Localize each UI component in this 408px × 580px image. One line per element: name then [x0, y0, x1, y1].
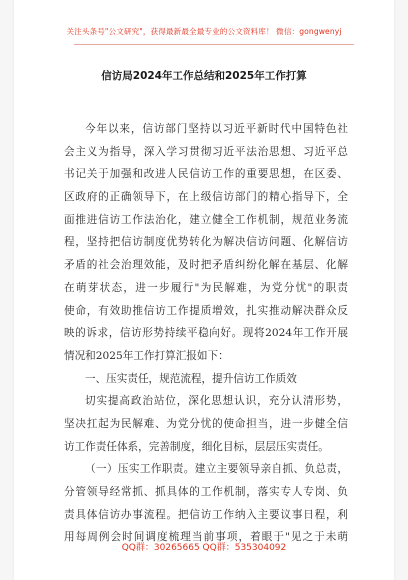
body-line: 会主义为指导，深入学习贯彻习近平法治思想、习近平总: [64, 145, 348, 158]
body-line: 映的诉求，信访形势持续平稳向好。现将2024年工作开展: [64, 327, 348, 340]
body-line: 分管领导经常抓、抓具体的工作机制，落实专人专岗、负: [64, 486, 348, 498]
document-page: [14, 0, 394, 580]
header-divider: [74, 44, 354, 45]
subsection-line: （一）压实工作职责。建立主要领导亲自抓、负总责，: [85, 463, 348, 476]
body-line: 切实提高政治站位，深化思想认识，充分认清形势，: [85, 395, 348, 408]
document-body: [64, 118, 348, 549]
body-line: 用每周例会时间调度梳理当前事项，着眼于"见之于未萌: [64, 531, 348, 544]
header-banner: 关注头条号"公文研究"，获得最新最全最专业的公文资料库！ 微信：gongwenyj: [66, 27, 342, 36]
footer-contact: QQ群：30265665 QQ群：535304092: [121, 543, 287, 553]
section-heading: 一、压实责任，规范流程，提升信访工作质效: [85, 372, 297, 385]
body-line: 责具体信访办事流程。把信访工作纳入主要议事日程，利: [64, 508, 348, 521]
body-line: 访工作责任体系，完善制度，细化目标，层层压实责任。: [64, 440, 329, 453]
body-line: 使命，有效助推信访工作提质增效，扎实推动解决群众反: [64, 304, 348, 317]
body-line: 坚决扛起为民解难、为党分忧的使命担当，进一步健全信: [64, 417, 348, 430]
body-line: 在萌芽状态，进一步履行"为民解难，为党分忧"的职责: [64, 281, 348, 294]
body-line: 矛盾的社会治理效能，及时把矛盾纠纷化解在基层、化解: [64, 259, 348, 272]
body-line: 书记关于加强和改进人民信访工作的重要思想，在区委、: [64, 168, 348, 181]
document-title: 信访局2024年工作总结和2025年工作打算: [101, 70, 307, 82]
body-line: 区政府的正确领导下，在上级信访部门的精心指导下，全: [64, 191, 348, 204]
body-line: 情况和2025年工作打算汇报如下：: [64, 349, 229, 362]
body-line: 程，坚持把信访制度优势转化为解决信访问题、化解信访: [64, 236, 348, 249]
body-line: 今年以来，信访部门坚持以习近平新时代中国特色社: [85, 123, 348, 135]
body-line: 面推进信访工作法治化，建立健全工作机制，规范业务流: [64, 213, 348, 226]
